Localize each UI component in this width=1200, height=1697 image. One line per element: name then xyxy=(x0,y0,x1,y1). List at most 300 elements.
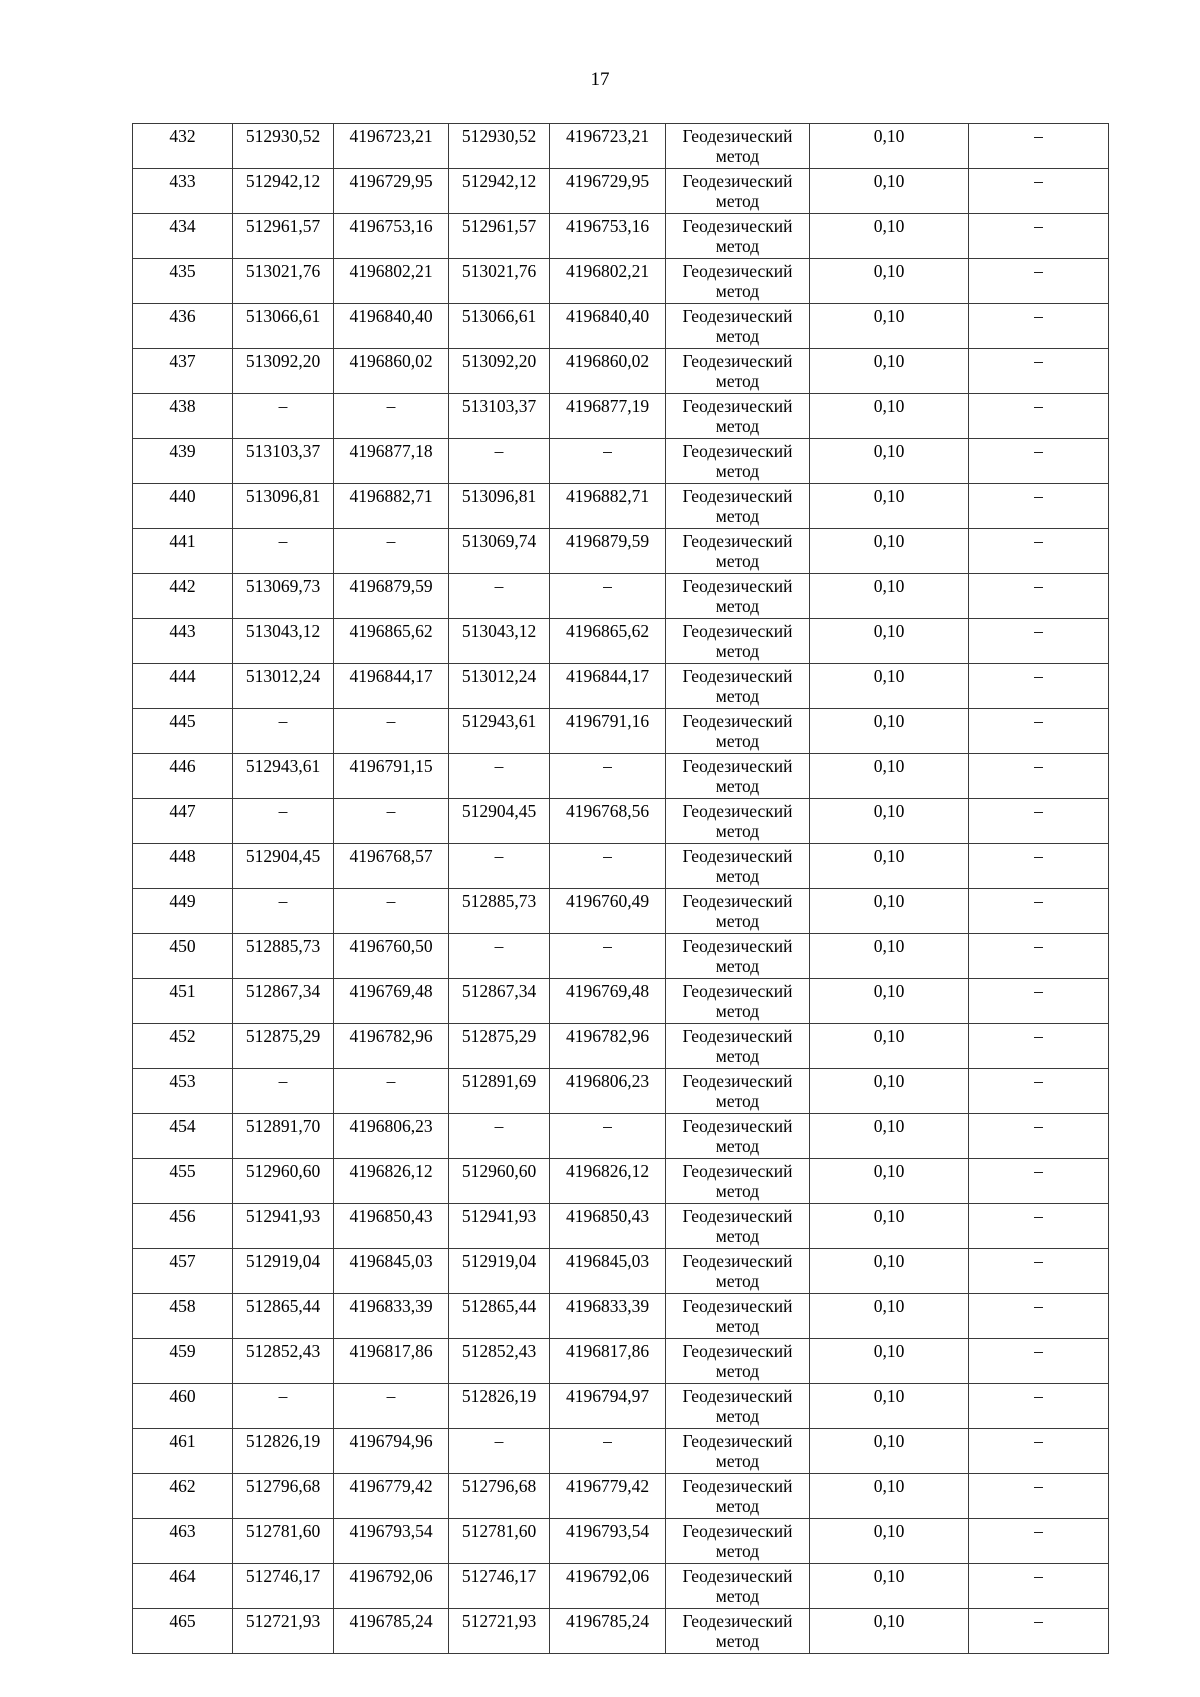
accuracy-cell: 0,10 xyxy=(810,1204,969,1249)
new-x-cell: 512891,69 xyxy=(449,1069,550,1114)
existing-x-cell: 512885,73 xyxy=(233,934,334,979)
description-cell: – xyxy=(969,1384,1109,1429)
method-cell: Геодезический метод xyxy=(666,304,810,349)
accuracy-cell: 0,10 xyxy=(810,1024,969,1069)
new-x-cell: 513103,37 xyxy=(449,394,550,439)
point-number-cell: 458 xyxy=(133,1294,233,1339)
new-y-cell: 4196865,62 xyxy=(550,619,666,664)
new-y-cell: 4196779,42 xyxy=(550,1474,666,1519)
method-cell: Геодезический метод xyxy=(666,619,810,664)
new-y-cell: – xyxy=(550,574,666,619)
new-y-cell: 4196840,40 xyxy=(550,304,666,349)
point-number-cell: 453 xyxy=(133,1069,233,1114)
accuracy-cell: 0,10 xyxy=(810,1294,969,1339)
description-cell: – xyxy=(969,574,1109,619)
new-x-cell: 512826,19 xyxy=(449,1384,550,1429)
existing-y-cell: 4196845,03 xyxy=(334,1249,449,1294)
new-x-cell: 512852,43 xyxy=(449,1339,550,1384)
description-cell: – xyxy=(969,979,1109,1024)
existing-x-cell: 512796,68 xyxy=(233,1474,334,1519)
existing-x-cell: 513012,24 xyxy=(233,664,334,709)
existing-y-cell: 4196860,02 xyxy=(334,349,449,394)
point-number-cell: 448 xyxy=(133,844,233,889)
table-row xyxy=(133,1519,1109,1564)
method-cell: Геодезический метод xyxy=(666,1609,810,1654)
existing-x-cell: 513066,61 xyxy=(233,304,334,349)
description-cell: – xyxy=(969,439,1109,484)
accuracy-cell: 0,10 xyxy=(810,619,969,664)
accuracy-cell: 0,10 xyxy=(810,304,969,349)
point-number-cell: 434 xyxy=(133,214,233,259)
point-number-cell: 461 xyxy=(133,1429,233,1474)
new-x-cell: 512960,60 xyxy=(449,1159,550,1204)
page-number: 17 xyxy=(590,69,610,90)
description-cell: – xyxy=(969,1069,1109,1114)
accuracy-cell: 0,10 xyxy=(810,754,969,799)
accuracy-cell: 0,10 xyxy=(810,124,969,169)
point-number-cell: 449 xyxy=(133,889,233,934)
method-cell: Геодезический метод xyxy=(666,529,810,574)
description-cell: – xyxy=(969,709,1109,754)
table-body xyxy=(133,124,1109,1654)
point-number-cell: 462 xyxy=(133,1474,233,1519)
new-y-cell: 4196792,06 xyxy=(550,1564,666,1609)
point-number-cell: 463 xyxy=(133,1519,233,1564)
table-row xyxy=(133,979,1109,1024)
point-number-cell: 433 xyxy=(133,169,233,214)
new-x-cell: 512865,44 xyxy=(449,1294,550,1339)
new-y-cell: 4196845,03 xyxy=(550,1249,666,1294)
new-x-cell: – xyxy=(449,754,550,799)
new-x-cell: 512796,68 xyxy=(449,1474,550,1519)
new-y-cell: 4196760,49 xyxy=(550,889,666,934)
new-x-cell: 513092,20 xyxy=(449,349,550,394)
method-cell: Геодезический метод xyxy=(666,1294,810,1339)
table-row xyxy=(133,484,1109,529)
description-cell: – xyxy=(969,1204,1109,1249)
point-number-cell: 464 xyxy=(133,1564,233,1609)
method-cell: Геодезический метод xyxy=(666,1474,810,1519)
accuracy-cell: 0,10 xyxy=(810,1519,969,1564)
existing-y-cell: 4196882,71 xyxy=(334,484,449,529)
description-cell: – xyxy=(969,1024,1109,1069)
existing-y-cell: 4196794,96 xyxy=(334,1429,449,1474)
table-row xyxy=(133,574,1109,619)
description-cell: – xyxy=(969,844,1109,889)
method-cell: Геодезический метод xyxy=(666,1384,810,1429)
existing-y-cell: – xyxy=(334,709,449,754)
table-row xyxy=(133,1429,1109,1474)
method-cell: Геодезический метод xyxy=(666,934,810,979)
new-y-cell: 4196806,23 xyxy=(550,1069,666,1114)
new-y-cell: – xyxy=(550,1114,666,1159)
accuracy-cell: 0,10 xyxy=(810,1609,969,1654)
accuracy-cell: 0,10 xyxy=(810,1114,969,1159)
existing-y-cell: 4196792,06 xyxy=(334,1564,449,1609)
existing-x-cell: 512867,34 xyxy=(233,979,334,1024)
existing-y-cell: 4196877,18 xyxy=(334,439,449,484)
new-y-cell: – xyxy=(550,1429,666,1474)
existing-x-cell: – xyxy=(233,1384,334,1429)
point-number-cell: 435 xyxy=(133,259,233,304)
table-row xyxy=(133,709,1109,754)
existing-y-cell: – xyxy=(334,529,449,574)
new-y-cell: 4196729,95 xyxy=(550,169,666,214)
new-x-cell: 513066,61 xyxy=(449,304,550,349)
new-x-cell: – xyxy=(449,439,550,484)
accuracy-cell: 0,10 xyxy=(810,844,969,889)
method-cell: Геодезический метод xyxy=(666,1339,810,1384)
method-cell: Геодезический метод xyxy=(666,979,810,1024)
new-y-cell: 4196882,71 xyxy=(550,484,666,529)
accuracy-cell: 0,10 xyxy=(810,1474,969,1519)
method-cell: Геодезический метод xyxy=(666,1024,810,1069)
table-row xyxy=(133,1564,1109,1609)
method-cell: Геодезический метод xyxy=(666,1204,810,1249)
new-x-cell: 512781,60 xyxy=(449,1519,550,1564)
method-cell: Геодезический метод xyxy=(666,709,810,754)
point-number-cell: 460 xyxy=(133,1384,233,1429)
existing-x-cell: 512852,43 xyxy=(233,1339,334,1384)
accuracy-cell: 0,10 xyxy=(810,214,969,259)
coordinates-table xyxy=(132,123,1109,1654)
existing-x-cell: 512826,19 xyxy=(233,1429,334,1474)
new-y-cell: 4196802,21 xyxy=(550,259,666,304)
new-x-cell: – xyxy=(449,1429,550,1474)
new-y-cell: 4196794,97 xyxy=(550,1384,666,1429)
point-number-cell: 439 xyxy=(133,439,233,484)
table-row xyxy=(133,304,1109,349)
accuracy-cell: 0,10 xyxy=(810,439,969,484)
method-cell: Геодезический метод xyxy=(666,1564,810,1609)
point-number-cell: 441 xyxy=(133,529,233,574)
new-x-cell: 512919,04 xyxy=(449,1249,550,1294)
new-y-cell: 4196723,21 xyxy=(550,124,666,169)
existing-x-cell: 513096,81 xyxy=(233,484,334,529)
method-cell: Геодезический метод xyxy=(666,1069,810,1114)
new-x-cell: 512941,93 xyxy=(449,1204,550,1249)
new-x-cell: 512746,17 xyxy=(449,1564,550,1609)
new-y-cell: – xyxy=(550,844,666,889)
new-x-cell: 512943,61 xyxy=(449,709,550,754)
accuracy-cell: 0,10 xyxy=(810,169,969,214)
description-cell: – xyxy=(969,1429,1109,1474)
existing-x-cell: 512891,70 xyxy=(233,1114,334,1159)
accuracy-cell: 0,10 xyxy=(810,1564,969,1609)
method-cell: Геодезический метод xyxy=(666,394,810,439)
existing-x-cell: 512942,12 xyxy=(233,169,334,214)
description-cell: – xyxy=(969,124,1109,169)
existing-y-cell: 4196779,42 xyxy=(334,1474,449,1519)
table-row xyxy=(133,1204,1109,1249)
new-x-cell: – xyxy=(449,1114,550,1159)
description-cell: – xyxy=(969,529,1109,574)
point-number-cell: 437 xyxy=(133,349,233,394)
new-y-cell: 4196793,54 xyxy=(550,1519,666,1564)
new-x-cell: 512885,73 xyxy=(449,889,550,934)
accuracy-cell: 0,10 xyxy=(810,1069,969,1114)
table-row xyxy=(133,214,1109,259)
existing-y-cell: 4196840,40 xyxy=(334,304,449,349)
description-cell: – xyxy=(969,1339,1109,1384)
point-number-cell: 457 xyxy=(133,1249,233,1294)
existing-x-cell: – xyxy=(233,394,334,439)
method-cell: Геодезический метод xyxy=(666,259,810,304)
new-y-cell: 4196877,19 xyxy=(550,394,666,439)
existing-y-cell: 4196802,21 xyxy=(334,259,449,304)
description-cell: – xyxy=(969,1159,1109,1204)
existing-x-cell: 513043,12 xyxy=(233,619,334,664)
new-y-cell: 4196860,02 xyxy=(550,349,666,394)
new-x-cell: – xyxy=(449,844,550,889)
description-cell: – xyxy=(969,889,1109,934)
method-cell: Геодезический метод xyxy=(666,754,810,799)
new-y-cell: 4196785,24 xyxy=(550,1609,666,1654)
point-number-cell: 452 xyxy=(133,1024,233,1069)
accuracy-cell: 0,10 xyxy=(810,799,969,844)
existing-x-cell: 512721,93 xyxy=(233,1609,334,1654)
new-x-cell: 512904,45 xyxy=(449,799,550,844)
point-number-cell: 440 xyxy=(133,484,233,529)
table-row xyxy=(133,394,1109,439)
accuracy-cell: 0,10 xyxy=(810,1384,969,1429)
table-row xyxy=(133,1114,1109,1159)
point-number-cell: 454 xyxy=(133,1114,233,1159)
accuracy-cell: 0,10 xyxy=(810,1429,969,1474)
method-cell: Геодезический метод xyxy=(666,439,810,484)
description-cell: – xyxy=(969,169,1109,214)
new-y-cell: 4196753,16 xyxy=(550,214,666,259)
description-cell: – xyxy=(969,934,1109,979)
description-cell: – xyxy=(969,619,1109,664)
description-cell: – xyxy=(969,1609,1109,1654)
description-cell: – xyxy=(969,394,1109,439)
existing-x-cell: 512930,52 xyxy=(233,124,334,169)
table-row xyxy=(133,1159,1109,1204)
new-y-cell: 4196844,17 xyxy=(550,664,666,709)
new-y-cell: 4196879,59 xyxy=(550,529,666,574)
accuracy-cell: 0,10 xyxy=(810,1339,969,1384)
point-number-cell: 444 xyxy=(133,664,233,709)
existing-y-cell: 4196826,12 xyxy=(334,1159,449,1204)
existing-y-cell: 4196791,15 xyxy=(334,754,449,799)
point-number-cell: 446 xyxy=(133,754,233,799)
existing-y-cell: 4196753,16 xyxy=(334,214,449,259)
method-cell: Геодезический метод xyxy=(666,574,810,619)
method-cell: Геодезический метод xyxy=(666,349,810,394)
description-cell: – xyxy=(969,304,1109,349)
method-cell: Геодезический метод xyxy=(666,889,810,934)
table-row xyxy=(133,1474,1109,1519)
existing-y-cell: – xyxy=(334,1069,449,1114)
accuracy-cell: 0,10 xyxy=(810,529,969,574)
existing-x-cell: 512919,04 xyxy=(233,1249,334,1294)
description-cell: – xyxy=(969,664,1109,709)
point-number-cell: 465 xyxy=(133,1609,233,1654)
description-cell: – xyxy=(969,1114,1109,1159)
table-row xyxy=(133,1609,1109,1654)
new-x-cell: – xyxy=(449,574,550,619)
new-y-cell: – xyxy=(550,439,666,484)
description-cell: – xyxy=(969,214,1109,259)
method-cell: Геодезический метод xyxy=(666,844,810,889)
existing-x-cell: 512943,61 xyxy=(233,754,334,799)
existing-y-cell: – xyxy=(334,889,449,934)
existing-x-cell: 513092,20 xyxy=(233,349,334,394)
existing-x-cell: 512746,17 xyxy=(233,1564,334,1609)
new-x-cell: 513021,76 xyxy=(449,259,550,304)
table-row xyxy=(133,124,1109,169)
point-number-cell: 459 xyxy=(133,1339,233,1384)
table-row xyxy=(133,349,1109,394)
new-y-cell: 4196817,86 xyxy=(550,1339,666,1384)
new-x-cell: 512721,93 xyxy=(449,1609,550,1654)
existing-y-cell: 4196793,54 xyxy=(334,1519,449,1564)
existing-x-cell: – xyxy=(233,799,334,844)
method-cell: Геодезический метод xyxy=(666,1114,810,1159)
existing-y-cell: – xyxy=(334,1384,449,1429)
existing-x-cell: 512781,60 xyxy=(233,1519,334,1564)
description-cell: – xyxy=(969,1294,1109,1339)
existing-y-cell: 4196817,86 xyxy=(334,1339,449,1384)
existing-y-cell: 4196723,21 xyxy=(334,124,449,169)
table-row xyxy=(133,529,1109,574)
existing-y-cell: 4196785,24 xyxy=(334,1609,449,1654)
table-row xyxy=(133,1294,1109,1339)
existing-y-cell: – xyxy=(334,394,449,439)
existing-x-cell: 512941,93 xyxy=(233,1204,334,1249)
accuracy-cell: 0,10 xyxy=(810,664,969,709)
method-cell: Геодезический метод xyxy=(666,1159,810,1204)
accuracy-cell: 0,10 xyxy=(810,979,969,1024)
point-number-cell: 456 xyxy=(133,1204,233,1249)
new-y-cell: 4196833,39 xyxy=(550,1294,666,1339)
existing-y-cell: 4196806,23 xyxy=(334,1114,449,1159)
point-number-cell: 432 xyxy=(133,124,233,169)
point-number-cell: 443 xyxy=(133,619,233,664)
new-y-cell: 4196826,12 xyxy=(550,1159,666,1204)
new-y-cell: 4196782,96 xyxy=(550,1024,666,1069)
table-row xyxy=(133,1024,1109,1069)
accuracy-cell: 0,10 xyxy=(810,934,969,979)
existing-y-cell: – xyxy=(334,799,449,844)
accuracy-cell: 0,10 xyxy=(810,889,969,934)
table-row xyxy=(133,169,1109,214)
new-x-cell: 512930,52 xyxy=(449,124,550,169)
method-cell: Геодезический метод xyxy=(666,799,810,844)
table-row xyxy=(133,889,1109,934)
table-row xyxy=(133,844,1109,889)
description-cell: – xyxy=(969,349,1109,394)
new-x-cell: 513012,24 xyxy=(449,664,550,709)
method-cell: Геодезический метод xyxy=(666,124,810,169)
table-row xyxy=(133,1339,1109,1384)
existing-y-cell: 4196850,43 xyxy=(334,1204,449,1249)
existing-x-cell: – xyxy=(233,889,334,934)
table-row xyxy=(133,934,1109,979)
existing-x-cell: 512961,57 xyxy=(233,214,334,259)
description-cell: – xyxy=(969,259,1109,304)
new-x-cell: 513043,12 xyxy=(449,619,550,664)
new-y-cell: – xyxy=(550,934,666,979)
new-x-cell: 513069,74 xyxy=(449,529,550,574)
method-cell: Геодезический метод xyxy=(666,664,810,709)
table-row xyxy=(133,1069,1109,1114)
existing-x-cell: 513103,37 xyxy=(233,439,334,484)
existing-x-cell: 512865,44 xyxy=(233,1294,334,1339)
accuracy-cell: 0,10 xyxy=(810,484,969,529)
existing-y-cell: 4196865,62 xyxy=(334,619,449,664)
method-cell: Геодезический метод xyxy=(666,169,810,214)
new-x-cell: 512961,57 xyxy=(449,214,550,259)
description-cell: – xyxy=(969,1564,1109,1609)
method-cell: Геодезический метод xyxy=(666,1249,810,1294)
method-cell: Геодезический метод xyxy=(666,1519,810,1564)
method-cell: Геодезический метод xyxy=(666,214,810,259)
new-y-cell: 4196791,16 xyxy=(550,709,666,754)
accuracy-cell: 0,10 xyxy=(810,259,969,304)
description-cell: – xyxy=(969,1249,1109,1294)
new-y-cell: 4196769,48 xyxy=(550,979,666,1024)
existing-y-cell: 4196833,39 xyxy=(334,1294,449,1339)
existing-y-cell: 4196844,17 xyxy=(334,664,449,709)
new-x-cell: 513096,81 xyxy=(449,484,550,529)
existing-y-cell: 4196782,96 xyxy=(334,1024,449,1069)
existing-x-cell: 512904,45 xyxy=(233,844,334,889)
description-cell: – xyxy=(969,1474,1109,1519)
table-row xyxy=(133,439,1109,484)
accuracy-cell: 0,10 xyxy=(810,1249,969,1294)
point-number-cell: 438 xyxy=(133,394,233,439)
point-number-cell: 447 xyxy=(133,799,233,844)
accuracy-cell: 0,10 xyxy=(810,1159,969,1204)
existing-x-cell: 513021,76 xyxy=(233,259,334,304)
table-row xyxy=(133,664,1109,709)
point-number-cell: 451 xyxy=(133,979,233,1024)
description-cell: – xyxy=(969,484,1109,529)
description-cell: – xyxy=(969,799,1109,844)
method-cell: Геодезический метод xyxy=(666,1429,810,1474)
description-cell: – xyxy=(969,1519,1109,1564)
accuracy-cell: 0,10 xyxy=(810,394,969,439)
new-y-cell: – xyxy=(550,754,666,799)
method-cell: Геодезический метод xyxy=(666,484,810,529)
existing-x-cell: – xyxy=(233,709,334,754)
existing-y-cell: 4196769,48 xyxy=(334,979,449,1024)
existing-x-cell: 512960,60 xyxy=(233,1159,334,1204)
accuracy-cell: 0,10 xyxy=(810,709,969,754)
point-number-cell: 450 xyxy=(133,934,233,979)
table-row xyxy=(133,619,1109,664)
point-number-cell: 445 xyxy=(133,709,233,754)
existing-x-cell: – xyxy=(233,529,334,574)
table-row xyxy=(133,259,1109,304)
new-x-cell: – xyxy=(449,934,550,979)
table-row xyxy=(133,799,1109,844)
accuracy-cell: 0,10 xyxy=(810,349,969,394)
new-x-cell: 512867,34 xyxy=(449,979,550,1024)
existing-y-cell: 4196768,57 xyxy=(334,844,449,889)
table-row xyxy=(133,1384,1109,1429)
accuracy-cell: 0,10 xyxy=(810,574,969,619)
new-y-cell: 4196850,43 xyxy=(550,1204,666,1249)
table-row xyxy=(133,1249,1109,1294)
existing-y-cell: 4196760,50 xyxy=(334,934,449,979)
description-cell: – xyxy=(969,754,1109,799)
existing-y-cell: 4196879,59 xyxy=(334,574,449,619)
point-number-cell: 455 xyxy=(133,1159,233,1204)
table-row xyxy=(133,754,1109,799)
